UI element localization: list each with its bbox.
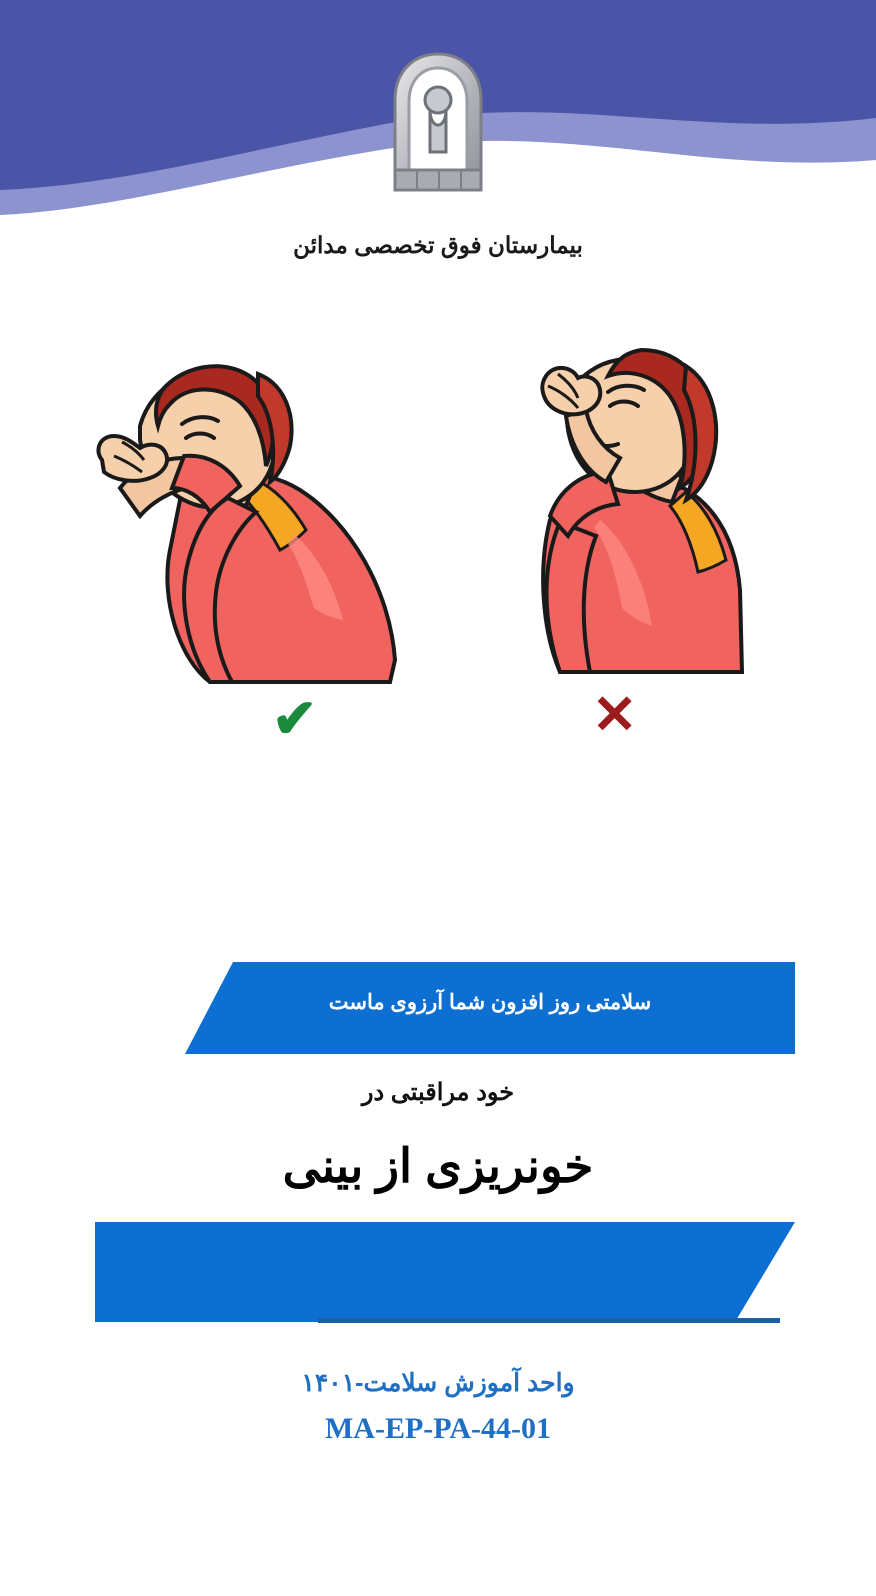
figure-wrong-posture [450,320,820,680]
bottom-ribbon [95,1222,795,1322]
wish-ribbon [185,962,795,1054]
ribbon-shape-bottom [95,1222,795,1322]
page-title: خونریزی از بینی [282,1139,594,1192]
health-education-unit: واحد آموزش سلامت-۱۴۰۱ [301,1369,575,1397]
subtitle: خود مراقبتی در [361,1079,515,1106]
wish-text: سلامتی روز افزون شما آرزوی ماست [328,991,652,1014]
divider-line [318,1318,780,1323]
hospital-logo [373,48,503,198]
illustration-area [0,320,876,750]
wrong-cross-icon: ✕ [592,685,638,745]
document-code: MA-EP-PA-44-01 [324,1412,552,1445]
hospital-name: بیمارستان فوق تخصصی مدائن [293,232,583,258]
figure-correct-posture [60,330,430,690]
correct-check-icon: ✔ [272,689,318,749]
